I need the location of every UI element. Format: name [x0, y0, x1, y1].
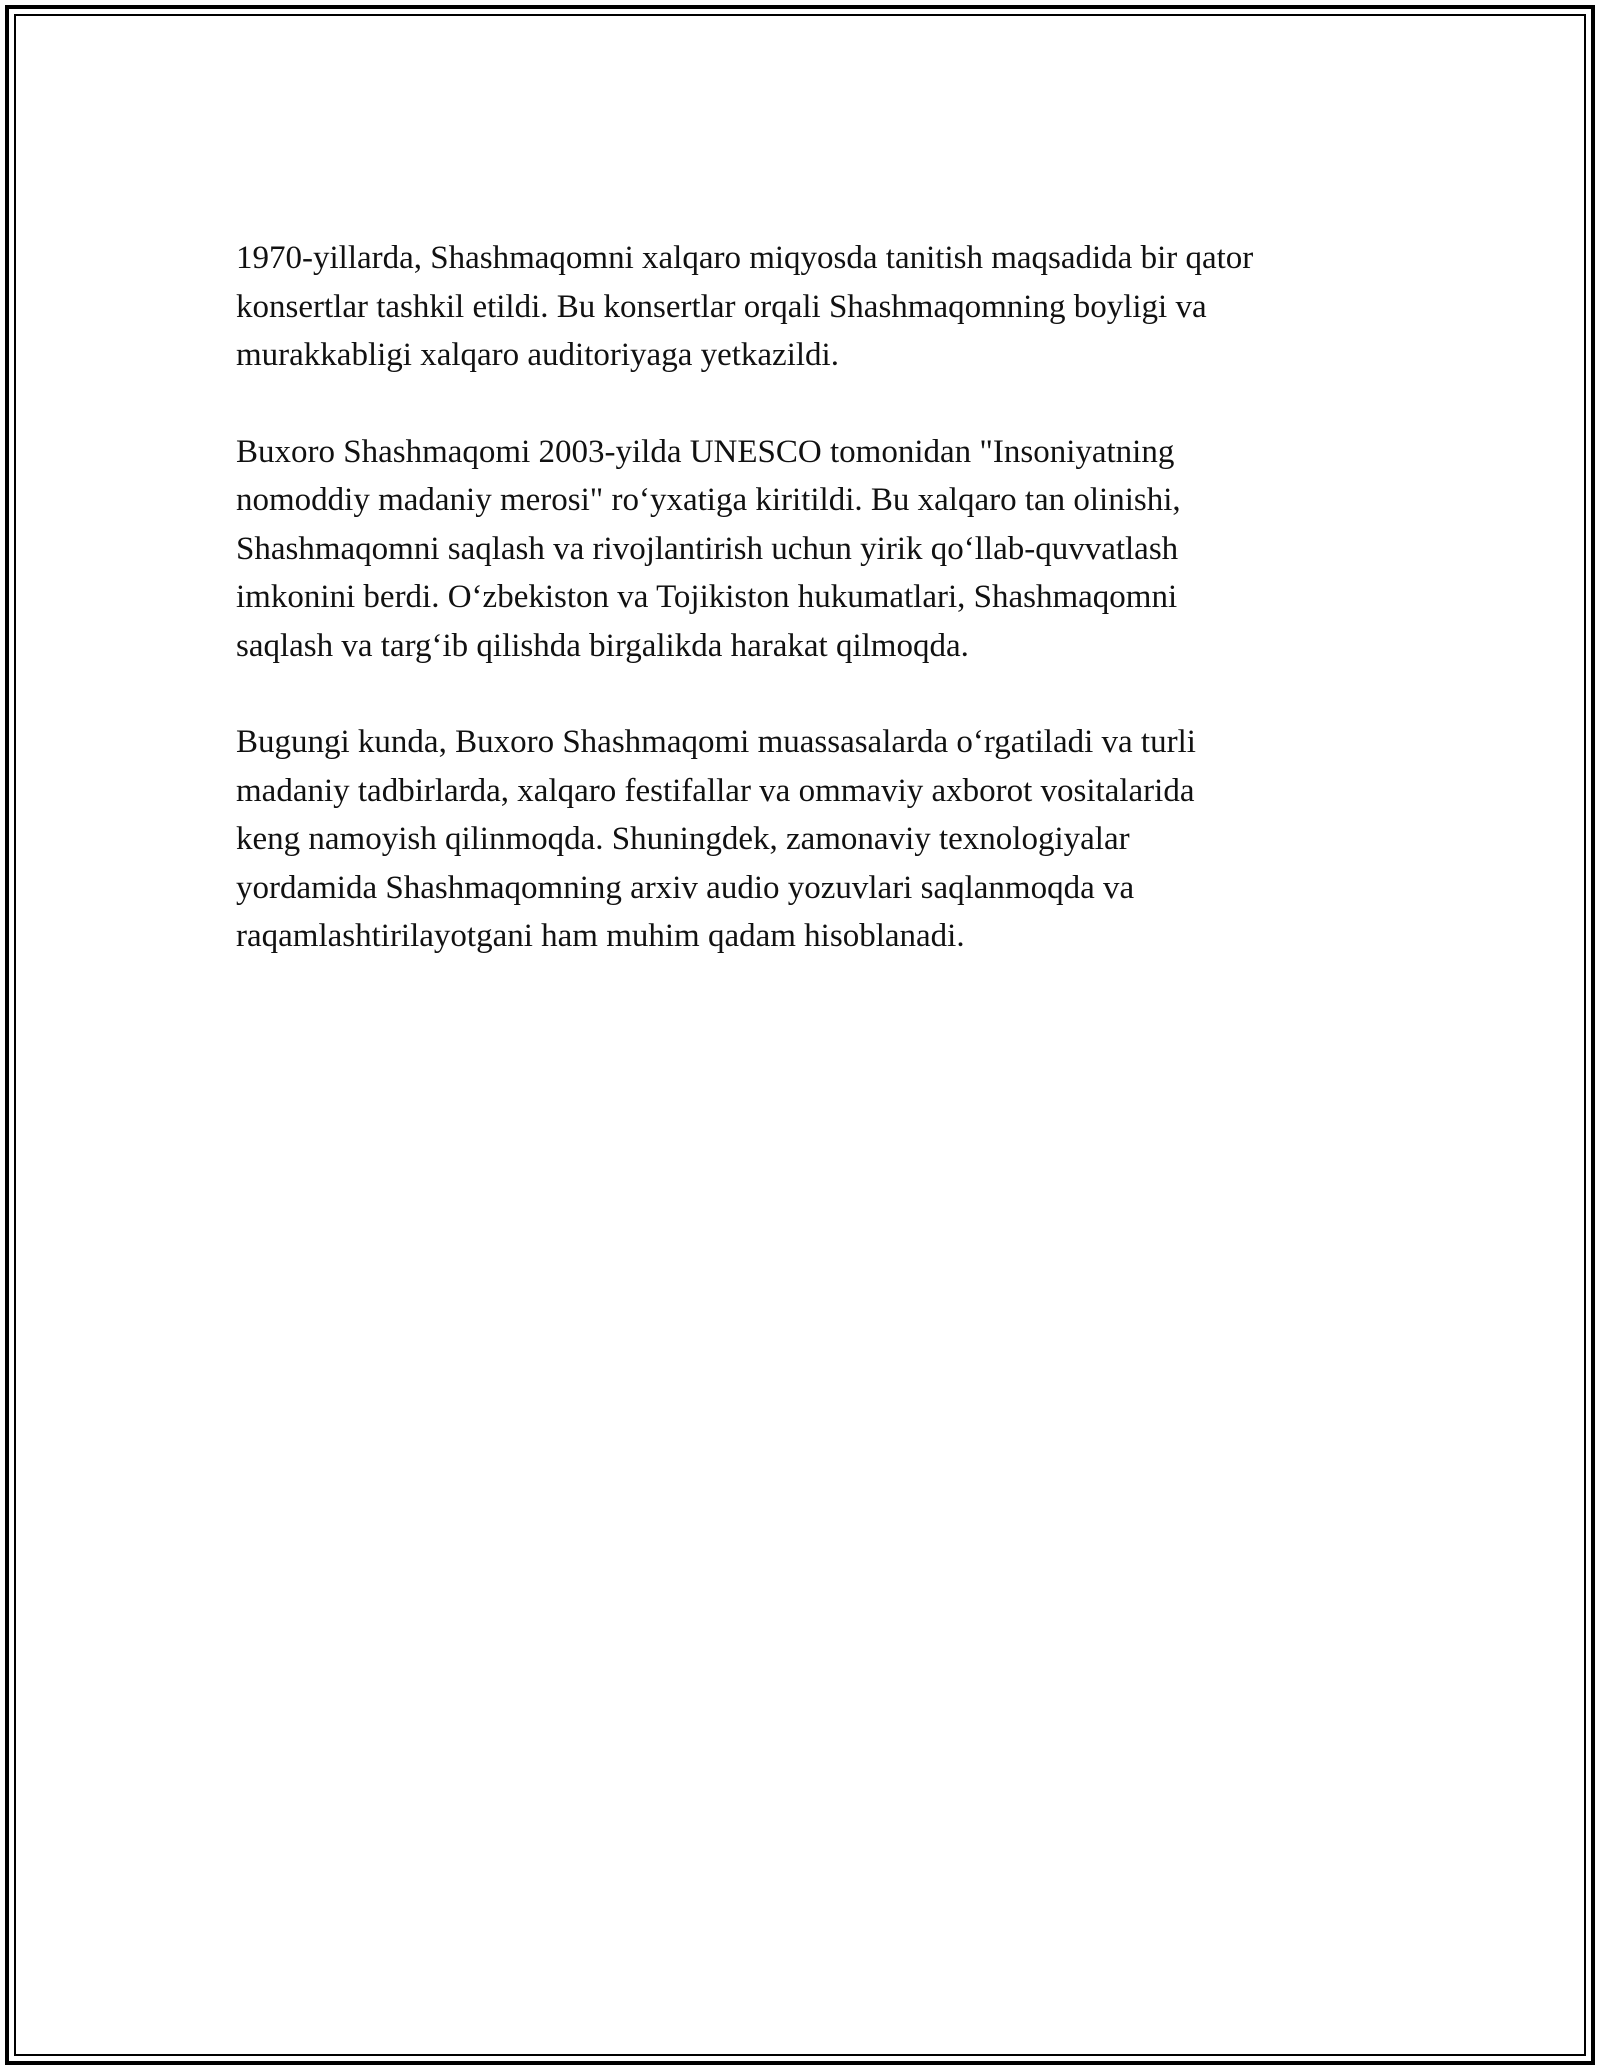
text-line: 1970-yillarda, Shashmaqomni xalqaro miqyosda tanitish maqsadida bir qator	[236, 240, 1254, 276]
text-line: yordamida Shashmaqomning arxiv audio yozuvlari saqlanmoqda va	[236, 869, 1135, 906]
text-line: raqamlashtirilayotgani ham muhim qadam hisoblanadi.	[236, 918, 965, 954]
text-line: madaniy tadbirlarda, xalqaro festifallar va ommaviy axborot vositalarida	[236, 772, 1195, 809]
text-line: konsertlar tashkil etildi. Bu konsertlar orqali Shashmaqomning boyligi va	[236, 288, 1207, 325]
text-line: saqlash va targ‘ib qilishda birgalikda harakat qilmoqda.	[236, 627, 969, 664]
paragraph-1	[236, 234, 1416, 380]
paragraph-3	[236, 718, 1416, 961]
text-line: imkonini berdi. O‘zbekiston va Tojikiston hukumatlari, Shashmaqomni	[236, 579, 1178, 615]
text-line: Buxoro Shashmaqomi 2003-yilda UNESCO tomonidan "Insoniyatning	[236, 433, 1175, 470]
paragraph-2	[236, 428, 1416, 671]
text-line: nomoddiy madaniy merosi" ro‘yxatiga kiritildi. Bu xalqaro tan olinishi,	[236, 482, 1181, 518]
text-line: Shashmaqomni saqlash va rivojlantirish uchun yirik qo‘llab-quvvatlash	[236, 530, 1179, 567]
document-body	[236, 234, 1416, 1009]
text-line: keng namoyish qilinmoqda. Shuningdek, zamonaviy texnologiyalar	[236, 821, 1130, 857]
text-line: murakkabligi xalqaro auditoriyaga yetkazildi.	[236, 337, 839, 373]
text-line: Bugungi kunda, Buxoro Shashmaqomi muassasalarda o‘rgatiladi va turli	[236, 724, 1196, 760]
